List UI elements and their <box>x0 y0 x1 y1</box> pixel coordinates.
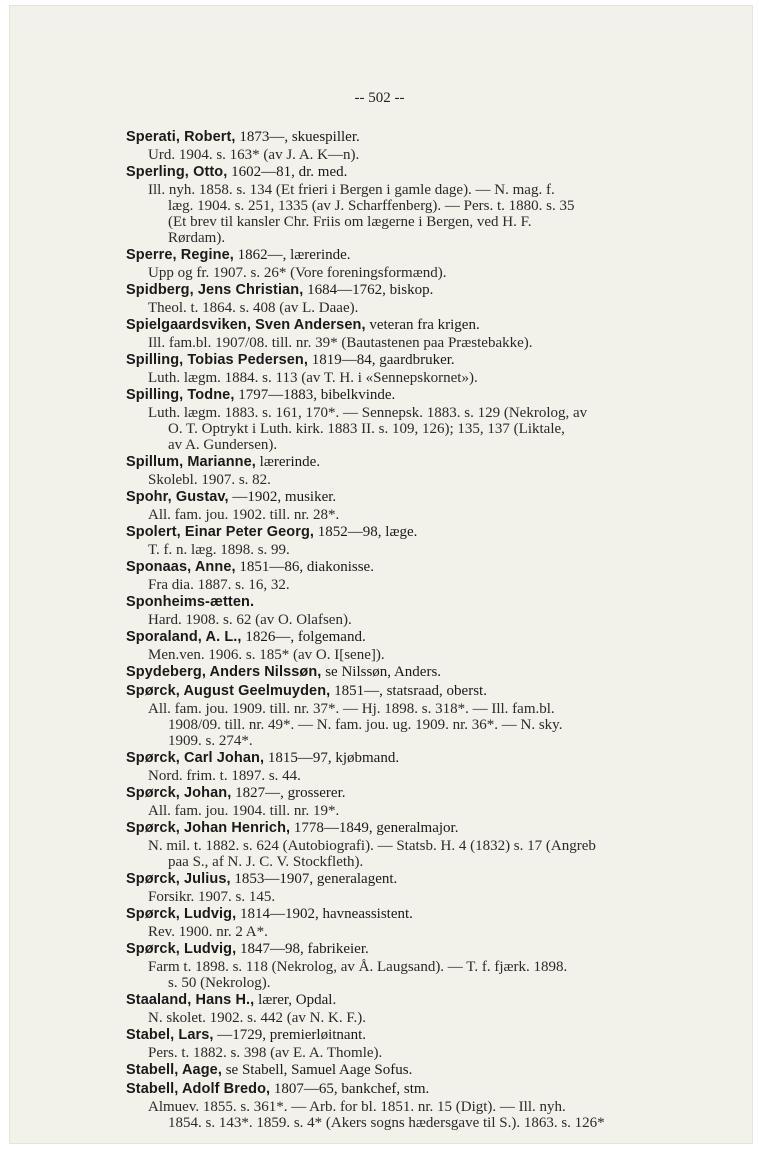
page-number: -- 502 -- <box>354 90 405 106</box>
entry-name: Spohr, Gustav, <box>126 489 229 505</box>
entry-name: Spørck, Julius, <box>126 871 231 887</box>
reference-line: Forsikr. 1907. s. 145. <box>148 889 276 905</box>
entry-references <box>126 577 716 593</box>
entry-name: Spørck, Ludvig, <box>126 941 237 957</box>
entry-description: 1862—, lærerinde. <box>233 247 351 263</box>
reference-line: Nord. frim. t. 1897. s. 44. <box>148 768 301 784</box>
reference-line: Ill. fam.bl. 1907/08. till. nr. 39* (Bautastenen paa Præstebakke). <box>148 335 533 351</box>
entry-name: Spydeberg, Anders Nilssøn, <box>126 664 322 680</box>
entry-heading <box>126 386 716 405</box>
reference-line: Men.ven. 1906. s. 185* (av O. I[sene]). <box>148 647 385 663</box>
index-entry <box>126 316 716 351</box>
index-entry <box>126 523 716 558</box>
entry-references <box>126 472 716 488</box>
entry-references <box>126 647 716 663</box>
entry-name: Spilling, Todne, <box>126 387 235 403</box>
entry-description: veteran fra krigen. <box>365 317 480 333</box>
index-entry <box>126 386 716 453</box>
entry-heading <box>126 488 716 507</box>
index-entry <box>126 163 716 246</box>
entry-description: —1902, musiker. <box>228 489 337 505</box>
entry-heading <box>126 351 716 370</box>
entry-references <box>126 370 716 386</box>
entry-references <box>126 701 716 749</box>
entry-references <box>126 838 716 870</box>
entry-references <box>126 182 716 246</box>
entry-description: se Stabell, Samuel Aage Sofus. <box>221 1062 413 1078</box>
index-entry <box>126 663 716 682</box>
entry-references <box>126 959 716 991</box>
entry-description: 1853—1907, generalagent. <box>230 871 398 887</box>
entry-heading <box>126 749 716 768</box>
index-entry <box>126 1026 716 1061</box>
entry-heading <box>126 316 716 335</box>
index-entry <box>126 128 716 163</box>
index-entry <box>126 682 716 749</box>
entry-references <box>126 889 716 905</box>
entry-heading <box>126 1061 716 1080</box>
reference-line: læg. 1904. s. 251, 1335 (av J. Scharffenberg). — Pers. t. 1880. s. 35 <box>168 198 575 214</box>
reference-line: Theol. t. 1864. s. 408 (av L. Daae). <box>148 300 359 316</box>
entry-heading <box>126 1026 716 1045</box>
entry-description: 1778—1849, generalmajor. <box>290 820 459 836</box>
index-entry <box>126 749 716 784</box>
index-entry <box>126 940 716 991</box>
entry-heading <box>126 281 716 300</box>
entry-references <box>126 542 716 558</box>
entry-name: Stabel, Lars, <box>126 1027 214 1043</box>
entry-heading <box>126 128 716 147</box>
entry-heading <box>126 870 716 889</box>
reference-line: s. 50 (Nekrolog). <box>168 975 271 991</box>
entry-references <box>126 1010 716 1026</box>
reference-line: N. mil. t. 1882. s. 624 (Autobiografi). — Statsb. H. 4 (1832) s. 17 (Angreb <box>148 838 596 854</box>
entry-name: Stabell, Adolf Bredo, <box>126 1081 271 1097</box>
entry-heading <box>126 246 716 265</box>
entry-heading <box>126 1080 716 1099</box>
reference-line: Almuev. 1855. s. 361*. — Arb. for bl. 1851. nr. 15 (Digt). — Ill. nyh. <box>148 1099 566 1115</box>
entry-heading <box>126 940 716 959</box>
index-entry <box>126 819 716 870</box>
entry-references <box>126 612 716 628</box>
index-entry <box>126 488 716 523</box>
entry-heading <box>126 628 716 647</box>
index-entry <box>126 991 716 1026</box>
entry-description: 1827—, grosserer. <box>231 785 346 801</box>
entry-name: Sperre, Regine, <box>126 247 234 263</box>
entry-name: Spolert, Einar Peter Georg, <box>126 524 315 540</box>
reference-line: 1854. s. 143*. 1859. s. 4* (Akers sogns hædersgave til S.). 1863. s. 126* <box>168 1115 605 1131</box>
entry-references <box>126 405 716 453</box>
index-entry <box>126 1080 716 1131</box>
entry-heading <box>126 453 716 472</box>
index-entry <box>126 784 716 819</box>
entry-name: Spilling, Tobias Pedersen, <box>126 352 309 368</box>
reference-line: 1909. s. 274*. <box>168 733 253 749</box>
entry-name: Sporaland, A. L., <box>126 629 242 645</box>
reference-line: Ill. nyh. 1858. s. 134 (Et frieri i Bergen i gamle dage). — N. mag. f. <box>148 182 555 198</box>
entry-heading <box>126 905 716 924</box>
entry-description: 1684—1762, biskop. <box>303 282 434 298</box>
entry-name: Spørck, Carl Johan, <box>126 750 265 766</box>
reference-line: N. skolet. 1902. s. 442 (av N. K. F.). <box>148 1010 366 1026</box>
reference-line: O. T. Optrykt i Luth. kirk. 1883 II. s. 109, 126); 135, 137 (Liktale, <box>168 421 565 437</box>
entry-references <box>126 507 716 523</box>
entry-description: se Nilssøn, Anders. <box>321 664 442 680</box>
reference-line: (Et brev til kansler Chr. Friis om lægerne i Bergen, ved H. F. <box>168 214 532 230</box>
entry-description: 1873—, skuespiller. <box>235 129 360 145</box>
entry-name: Stabell, Aage, <box>126 1062 222 1078</box>
reference-line: paa S., af N. J. C. V. Stockfleth). <box>168 854 364 870</box>
entry-name: Sponheims-ætten. <box>126 594 255 610</box>
entry-description: 1826—, folgemand. <box>241 629 366 645</box>
entry-name: Spørck, Johan, <box>126 785 232 801</box>
entry-heading <box>126 682 716 701</box>
index-entry <box>126 593 716 628</box>
entry-references <box>126 924 716 940</box>
entry-description: 1815—97, kjøbmand. <box>264 750 400 766</box>
reference-line: Hard. 1908. s. 62 (av O. Olafsen). <box>148 612 352 628</box>
entry-description: 1807—65, bankchef, stm. <box>270 1081 430 1097</box>
entry-heading <box>126 991 716 1010</box>
reference-line: Rørdam). <box>168 230 226 246</box>
entry-heading <box>126 663 716 682</box>
entry-references <box>126 1045 716 1061</box>
entry-heading <box>126 593 716 612</box>
reference-line: Urd. 1904. s. 163* (av J. A. K—n). <box>148 147 360 163</box>
entry-name: Spidberg, Jens Christian, <box>126 282 304 298</box>
reference-line: Luth. lægm. 1883. s. 161, 170*. — Sennepsk. 1883. s. 129 (Nekrolog, av <box>148 405 588 421</box>
entry-name: Spillum, Marianne, <box>126 454 256 470</box>
entry-heading <box>126 558 716 577</box>
entry-heading <box>126 523 716 542</box>
reference-line: Rev. 1900. nr. 2 A*. <box>148 924 268 940</box>
entry-description: 1602—81, dr. med. <box>227 164 348 180</box>
reference-line: 1908/09. till. nr. 49*. — N. fam. jou. ug. 1909. nr. 36*. — N. sky. <box>168 717 563 733</box>
entry-references <box>126 147 716 163</box>
entry-references <box>126 1099 716 1131</box>
reference-line: All. fam. jou. 1904. till. nr. 19*. <box>148 803 340 819</box>
reference-line: Pers. t. 1882. s. 398 (av E. A. Thomle). <box>148 1045 383 1061</box>
index-entry <box>126 628 716 663</box>
entry-description: 1852—98, læge. <box>314 524 418 540</box>
entry-references <box>126 768 716 784</box>
entry-heading <box>126 784 716 803</box>
entry-description: 1851—86, diakonisse. <box>235 559 374 575</box>
entry-list <box>126 128 716 1131</box>
reference-line: Fra dia. 1887. s. 16, 32. <box>148 577 290 593</box>
index-entry <box>126 558 716 593</box>
index-entry <box>126 351 716 386</box>
entry-description: 1819—84, gaardbruker. <box>308 352 455 368</box>
index-entry <box>126 453 716 488</box>
entry-description: 1814—1902, havneassistent. <box>236 906 413 922</box>
index-entry <box>126 281 716 316</box>
entry-name: Spørck, Ludvig, <box>126 906 237 922</box>
entry-references <box>126 300 716 316</box>
reference-line: Upp og fr. 1907. s. 26* (Vore foreningsformænd). <box>148 265 447 281</box>
entry-name: Sperling, Otto, <box>126 164 228 180</box>
entry-description: 1851—, statsraad, oberst. <box>330 683 487 699</box>
entry-name: Staaland, Hans H., <box>126 992 255 1008</box>
reference-line: T. f. n. læg. 1898. s. 99. <box>148 542 290 558</box>
entry-description: 1797—1883, bibelkvinde. <box>234 387 396 403</box>
reference-line: All. fam. jou. 1909. till. nr. 37*. — Hj. 1898. s. 318*. — Ill. fam.bl. <box>148 701 555 717</box>
entry-description: —1729, premierløitnant. <box>213 1027 366 1043</box>
entry-references <box>126 265 716 281</box>
entry-name: Spørck, August Geelmuyden, <box>126 683 331 699</box>
entry-description: lærer, Opdal. <box>254 992 337 1008</box>
index-entry <box>126 1061 716 1080</box>
index-entry <box>126 905 716 940</box>
index-entry <box>126 870 716 905</box>
entry-description: lærerinde. <box>255 454 321 470</box>
index-entry <box>126 246 716 281</box>
entry-references <box>126 803 716 819</box>
reference-line: All. fam. jou. 1902. till. nr. 28*. <box>148 507 340 523</box>
entry-name: Sperati, Robert, <box>126 129 236 145</box>
entry-description: 1847—98, fabrikeier. <box>236 941 369 957</box>
reference-line: Skolebl. 1907. s. 82. <box>148 472 271 488</box>
entry-name: Sponaas, Anne, <box>126 559 236 575</box>
entry-references <box>126 335 716 351</box>
entry-name: Spielgaardsviken, Sven Andersen, <box>126 317 366 333</box>
entry-name: Spørck, Johan Henrich, <box>126 820 291 836</box>
reference-line: Luth. lægm. 1884. s. 113 (av T. H. i «Sennepskornet»). <box>148 370 478 386</box>
entry-heading <box>126 163 716 182</box>
entry-heading <box>126 819 716 838</box>
reference-line: Farm t. 1898. s. 118 (Nekrolog, av Å. Laugsand). — T. f. fjærk. 1898. <box>148 959 568 975</box>
reference-line: av A. Gundersen). <box>168 437 278 453</box>
